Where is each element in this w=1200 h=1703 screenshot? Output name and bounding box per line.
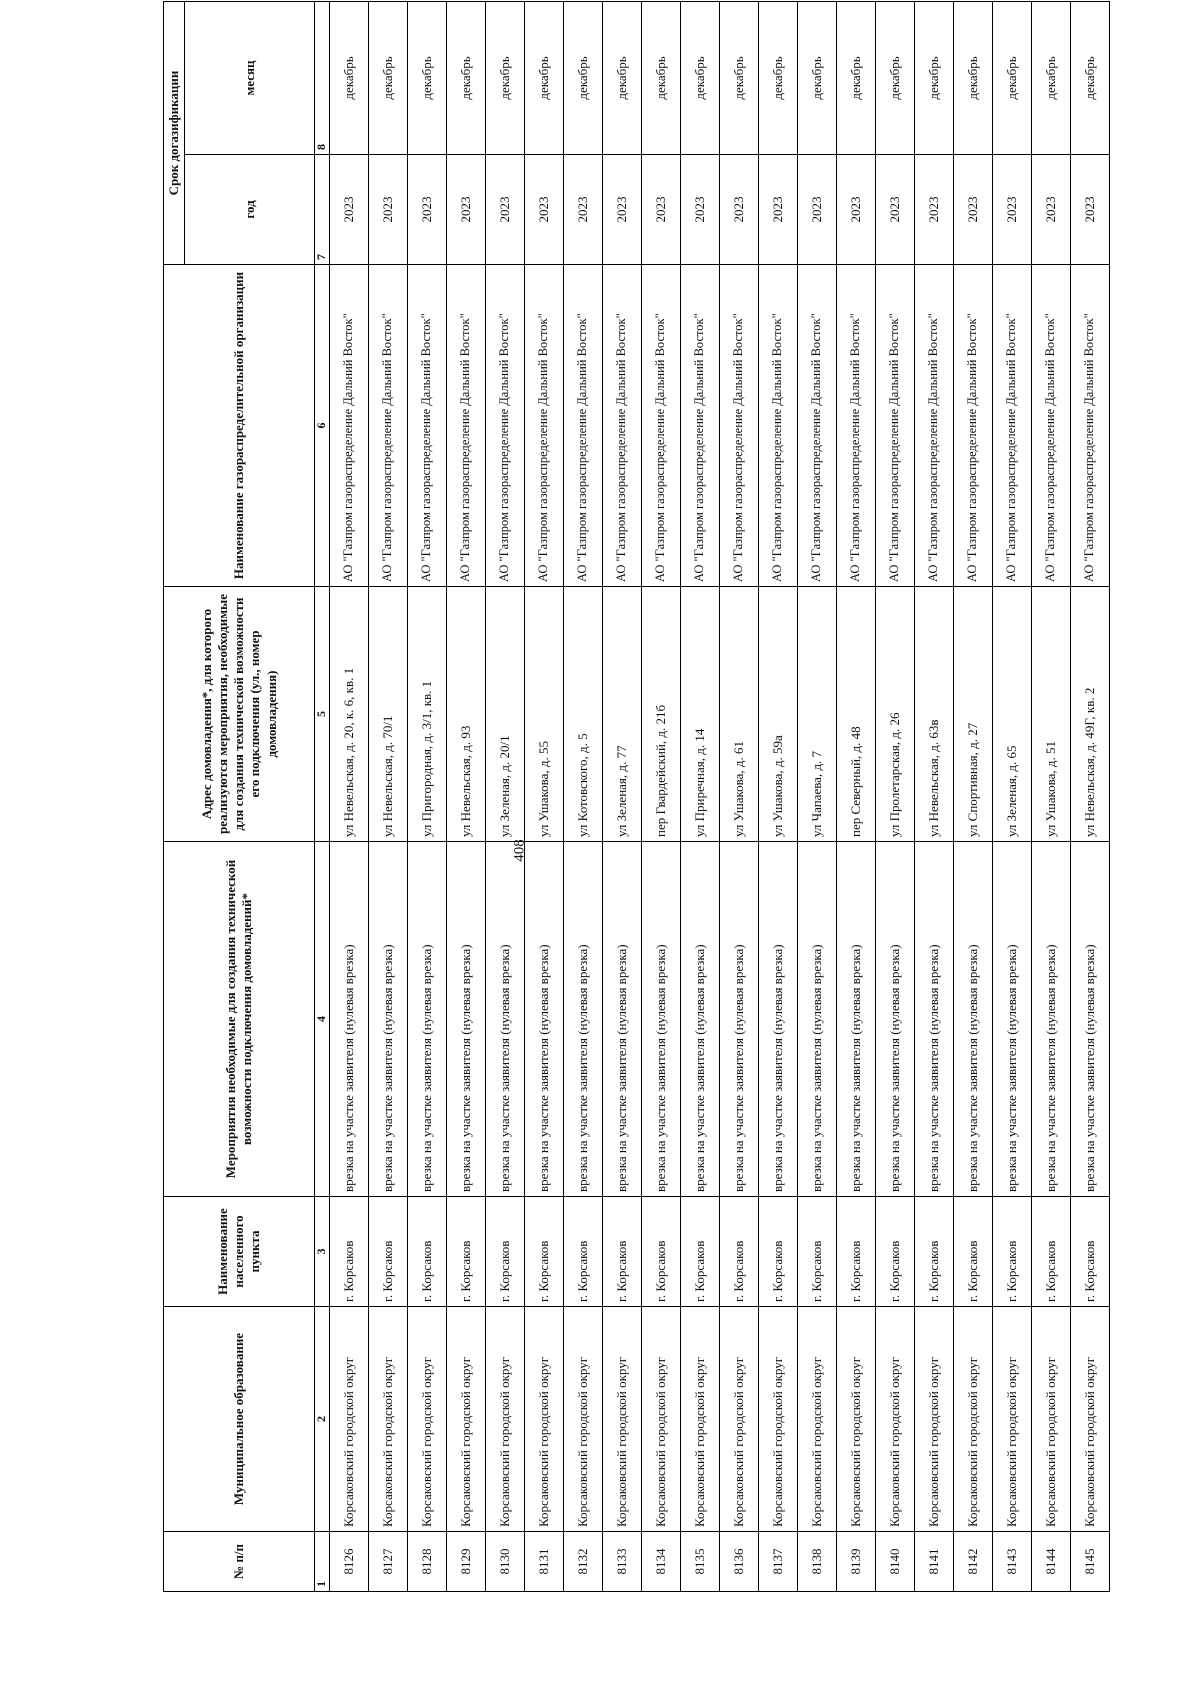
cell-organization: АО "Газпром газораспределение Дальний Восток" <box>915 265 954 587</box>
cell-month: декабрь <box>837 2 876 155</box>
cell-month: декабрь <box>408 2 447 155</box>
cell-municipality: Корсаковский городской округ <box>369 1307 408 1532</box>
cell-address: ул Ушакова, д. 59а <box>759 587 798 842</box>
cell-settlement: г. Корсаков <box>1032 1197 1071 1307</box>
cell-settlement: г. Корсаков <box>837 1197 876 1307</box>
page-number: 408 <box>511 839 528 862</box>
cell-organization: АО "Газпром газораспределение Дальний Восток" <box>603 265 642 587</box>
cell-settlement: г. Корсаков <box>1071 1197 1110 1307</box>
cell-settlement: г. Корсаков <box>603 1197 642 1307</box>
table-row <box>954 2 993 1592</box>
cell-num: 8133 <box>603 1532 642 1592</box>
cell-measures: врезка на участке заявителя (нулевая врезка) <box>564 842 603 1197</box>
cell-address: ул Невельская, д. 49Г, кв. 2 <box>1071 587 1110 842</box>
cell-organization: АО "Газпром газораспределение Дальний Восток" <box>447 265 486 587</box>
cell-settlement: г. Корсаков <box>564 1197 603 1307</box>
header-settlement: Наименование населенного пункта <box>164 1197 315 1307</box>
cell-measures: врезка на участке заявителя (нулевая врезка) <box>954 842 993 1197</box>
header-num: № п/п <box>164 1532 315 1592</box>
cell-year: 2023 <box>720 155 759 265</box>
cell-measures: врезка на участке заявителя (нулевая врезка) <box>798 842 837 1197</box>
cell-address: ул Ушакова, д. 55 <box>525 587 564 842</box>
cell-num: 8143 <box>993 1532 1032 1592</box>
cell-num: 8134 <box>642 1532 681 1592</box>
table-row <box>603 2 642 1592</box>
cell-address: ул Зеленая, д. 20/1 <box>486 587 525 842</box>
cell-year: 2023 <box>837 155 876 265</box>
cell-municipality: Корсаковский городской округ <box>564 1307 603 1532</box>
cell-municipality: Корсаковский городской округ <box>447 1307 486 1532</box>
cell-month: декабрь <box>642 2 681 155</box>
cell-year: 2023 <box>408 155 447 265</box>
rotated-table-container <box>163 2 1097 1592</box>
cell-month: декабрь <box>369 2 408 155</box>
cell-num: 8138 <box>798 1532 837 1592</box>
cell-settlement: г. Корсаков <box>876 1197 915 1307</box>
cell-num: 8144 <box>1032 1532 1071 1592</box>
cell-num: 8142 <box>954 1532 993 1592</box>
header-deadline: Срок догазификации <box>164 2 185 265</box>
header-measures: Мероприятия необходимые для создания технической возможности подключения домовладений* <box>164 842 315 1197</box>
table-row <box>564 2 603 1592</box>
cell-municipality: Корсаковский городской округ <box>525 1307 564 1532</box>
cell-measures: врезка на участке заявителя (нулевая врезка) <box>447 842 486 1197</box>
cell-municipality: Корсаковский городской округ <box>993 1307 1032 1532</box>
cell-measures: врезка на участке заявителя (нулевая врезка) <box>603 842 642 1197</box>
cell-month: декабрь <box>798 2 837 155</box>
cell-month: декабрь <box>486 2 525 155</box>
column-number: 5 <box>315 587 330 842</box>
cell-month: декабрь <box>993 2 1032 155</box>
cell-address: ул Приречная, д. 14 <box>681 587 720 842</box>
cell-settlement: г. Корсаков <box>642 1197 681 1307</box>
cell-address: ул Невельская, д. 20, к. 6, кв. 1 <box>330 587 369 842</box>
cell-address: ул Пригородная, д. 3/1, кв. 1 <box>408 587 447 842</box>
cell-measures: врезка на участке заявителя (нулевая врезка) <box>837 842 876 1197</box>
gasification-table <box>163 1 1110 1592</box>
cell-organization: АО "Газпром газораспределение Дальний Восток" <box>837 265 876 587</box>
cell-settlement: г. Корсаков <box>369 1197 408 1307</box>
cell-organization: АО "Газпром газораспределение Дальний Восток" <box>564 265 603 587</box>
cell-municipality: Корсаковский городской округ <box>642 1307 681 1532</box>
cell-month: декабрь <box>759 2 798 155</box>
cell-month: декабрь <box>447 2 486 155</box>
cell-settlement: г. Корсаков <box>330 1197 369 1307</box>
cell-num: 8135 <box>681 1532 720 1592</box>
cell-year: 2023 <box>759 155 798 265</box>
column-number-row <box>315 2 330 1592</box>
cell-measures: врезка на участке заявителя (нулевая врезка) <box>876 842 915 1197</box>
cell-measures: врезка на участке заявителя (нулевая врезка) <box>408 842 447 1197</box>
cell-year: 2023 <box>876 155 915 265</box>
cell-address: ул Пролетарская, д. 26 <box>876 587 915 842</box>
table-row <box>915 2 954 1592</box>
cell-month: декабрь <box>525 2 564 155</box>
cell-municipality: Корсаковский городской округ <box>1071 1307 1110 1532</box>
cell-address: ул Спортивная, д. 27 <box>954 587 993 842</box>
cell-organization: АО "Газпром газораспределение Дальний Восток" <box>486 265 525 587</box>
cell-municipality: Корсаковский городской округ <box>798 1307 837 1532</box>
cell-num: 8129 <box>447 1532 486 1592</box>
cell-measures: врезка на участке заявителя (нулевая врезка) <box>681 842 720 1197</box>
cell-organization: АО "Газпром газораспределение Дальний Восток" <box>993 265 1032 587</box>
cell-month: декабрь <box>954 2 993 155</box>
cell-organization: АО "Газпром газораспределение Дальний Восток" <box>720 265 759 587</box>
cell-settlement: г. Корсаков <box>993 1197 1032 1307</box>
cell-month: декабрь <box>330 2 369 155</box>
table-row <box>1032 2 1071 1592</box>
table-row <box>486 2 525 1592</box>
cell-num: 8145 <box>1071 1532 1110 1592</box>
table-row <box>993 2 1032 1592</box>
cell-measures: врезка на участке заявителя (нулевая врезка) <box>642 842 681 1197</box>
cell-organization: АО "Газпром газораспределение Дальний Восток" <box>681 265 720 587</box>
table-row <box>681 2 720 1592</box>
cell-address: ул Невельская, д. 63в <box>915 587 954 842</box>
cell-num: 8132 <box>564 1532 603 1592</box>
cell-settlement: г. Корсаков <box>486 1197 525 1307</box>
column-number: 1 <box>315 1532 330 1592</box>
table-row <box>759 2 798 1592</box>
column-number: 6 <box>315 265 330 587</box>
table-row <box>525 2 564 1592</box>
cell-month: декабрь <box>1071 2 1110 155</box>
cell-municipality: Корсаковский городской округ <box>408 1307 447 1532</box>
cell-num: 8131 <box>525 1532 564 1592</box>
cell-organization: АО "Газпром газораспределение Дальний Восток" <box>759 265 798 587</box>
cell-municipality: Корсаковский городской округ <box>330 1307 369 1532</box>
cell-settlement: г. Корсаков <box>525 1197 564 1307</box>
cell-month: декабрь <box>603 2 642 155</box>
cell-year: 2023 <box>642 155 681 265</box>
cell-num: 8128 <box>408 1532 447 1592</box>
cell-month: декабрь <box>681 2 720 155</box>
table-row <box>720 2 759 1592</box>
header-municipality: Муниципальное образование <box>164 1307 315 1532</box>
cell-measures: врезка на участке заявителя (нулевая врезка) <box>759 842 798 1197</box>
cell-year: 2023 <box>798 155 837 265</box>
table-row <box>798 2 837 1592</box>
header-month: месяц <box>185 2 315 155</box>
table-row <box>837 2 876 1592</box>
cell-month: декабрь <box>720 2 759 155</box>
cell-measures: врезка на участке заявителя (нулевая врезка) <box>1071 842 1110 1197</box>
cell-num: 8141 <box>915 1532 954 1592</box>
cell-measures: врезка на участке заявителя (нулевая врезка) <box>330 842 369 1197</box>
cell-settlement: г. Корсаков <box>954 1197 993 1307</box>
header-address: Адрес домовладения*, для которого реализуются мероприятия, необходимые для создания технической возможности его подключения (ул., номер домовладения) <box>164 587 315 842</box>
header-organization: Наименование газораспределительной организации <box>164 265 315 587</box>
cell-settlement: г. Корсаков <box>759 1197 798 1307</box>
cell-month: декабрь <box>1032 2 1071 155</box>
cell-address: пер Северный, д. 48 <box>837 587 876 842</box>
cell-year: 2023 <box>564 155 603 265</box>
cell-year: 2023 <box>681 155 720 265</box>
column-number: 4 <box>315 842 330 1197</box>
cell-num: 8139 <box>837 1532 876 1592</box>
cell-num: 8126 <box>330 1532 369 1592</box>
cell-address: пер Гвардейский, д. 21б <box>642 587 681 842</box>
cell-measures: врезка на участке заявителя (нулевая врезка) <box>369 842 408 1197</box>
column-number: 3 <box>315 1197 330 1307</box>
cell-settlement: г. Корсаков <box>681 1197 720 1307</box>
cell-organization: АО "Газпром газораспределение Дальний Восток" <box>642 265 681 587</box>
cell-year: 2023 <box>1071 155 1110 265</box>
cell-num: 8136 <box>720 1532 759 1592</box>
cell-settlement: г. Корсаков <box>720 1197 759 1307</box>
cell-measures: врезка на участке заявителя (нулевая врезка) <box>993 842 1032 1197</box>
cell-year: 2023 <box>1032 155 1071 265</box>
cell-measures: врезка на участке заявителя (нулевая врезка) <box>525 842 564 1197</box>
table-row <box>330 2 369 1592</box>
cell-year: 2023 <box>603 155 642 265</box>
cell-municipality: Корсаковский городской округ <box>1032 1307 1071 1532</box>
cell-organization: АО "Газпром газораспределение Дальний Восток" <box>954 265 993 587</box>
cell-municipality: Корсаковский городской округ <box>486 1307 525 1532</box>
cell-address: ул Ушакова, д. 51 <box>1032 587 1071 842</box>
column-number: 8 <box>315 2 330 155</box>
cell-month: декабрь <box>876 2 915 155</box>
cell-year: 2023 <box>993 155 1032 265</box>
cell-measures: врезка на участке заявителя (нулевая врезка) <box>1032 842 1071 1197</box>
header-year: год <box>185 155 315 265</box>
cell-address: ул Невельская, д. 93 <box>447 587 486 842</box>
cell-address: ул Ушакова, д. 61 <box>720 587 759 842</box>
cell-year: 2023 <box>330 155 369 265</box>
column-number: 7 <box>315 155 330 265</box>
cell-municipality: Корсаковский городской округ <box>681 1307 720 1532</box>
cell-measures: врезка на участке заявителя (нулевая врезка) <box>915 842 954 1197</box>
cell-organization: АО "Газпром газораспределение Дальний Восток" <box>408 265 447 587</box>
cell-year: 2023 <box>954 155 993 265</box>
cell-year: 2023 <box>486 155 525 265</box>
cell-organization: АО "Газпром газораспределение Дальний Восток" <box>525 265 564 587</box>
cell-address: ул Чапаева, д. 7 <box>798 587 837 842</box>
cell-settlement: г. Корсаков <box>798 1197 837 1307</box>
cell-organization: АО "Газпром газораспределение Дальний Восток" <box>1071 265 1110 587</box>
cell-year: 2023 <box>525 155 564 265</box>
cell-year: 2023 <box>369 155 408 265</box>
cell-settlement: г. Корсаков <box>408 1197 447 1307</box>
cell-year: 2023 <box>915 155 954 265</box>
cell-organization: АО "Газпром газораспределение Дальний Восток" <box>1032 265 1071 587</box>
cell-num: 8137 <box>759 1532 798 1592</box>
cell-organization: АО "Газпром газораспределение Дальний Восток" <box>798 265 837 587</box>
cell-municipality: Корсаковский городской округ <box>603 1307 642 1532</box>
table-row <box>1071 2 1110 1592</box>
cell-settlement: г. Корсаков <box>915 1197 954 1307</box>
cell-address: ул Зеленая, д. 77 <box>603 587 642 842</box>
cell-month: декабрь <box>915 2 954 155</box>
cell-municipality: Корсаковский городской округ <box>915 1307 954 1532</box>
column-number: 2 <box>315 1307 330 1532</box>
cell-measures: врезка на участке заявителя (нулевая врезка) <box>486 842 525 1197</box>
cell-municipality: Корсаковский городской округ <box>720 1307 759 1532</box>
cell-municipality: Корсаковский городской округ <box>759 1307 798 1532</box>
cell-year: 2023 <box>447 155 486 265</box>
cell-settlement: г. Корсаков <box>447 1197 486 1307</box>
cell-measures: врезка на участке заявителя (нулевая врезка) <box>720 842 759 1197</box>
cell-organization: АО "Газпром газораспределение Дальний Восток" <box>330 265 369 587</box>
cell-num: 8127 <box>369 1532 408 1592</box>
table-row <box>408 2 447 1592</box>
cell-num: 8140 <box>876 1532 915 1592</box>
cell-address: ул Невельская, д. 70/1 <box>369 587 408 842</box>
cell-num: 8130 <box>486 1532 525 1592</box>
cell-organization: АО "Газпром газораспределение Дальний Восток" <box>876 265 915 587</box>
table-row <box>642 2 681 1592</box>
cell-municipality: Корсаковский городской округ <box>837 1307 876 1532</box>
cell-municipality: Корсаковский городской округ <box>954 1307 993 1532</box>
table-header <box>164 2 330 1592</box>
table-body <box>330 2 1110 1592</box>
cell-address: ул Зеленая, д. 65 <box>993 587 1032 842</box>
table-row <box>447 2 486 1592</box>
table-row <box>876 2 915 1592</box>
cell-month: декабрь <box>564 2 603 155</box>
cell-municipality: Корсаковский городской округ <box>876 1307 915 1532</box>
cell-address: ул Котовского, д. 5 <box>564 587 603 842</box>
cell-organization: АО "Газпром газораспределение Дальний Восток" <box>369 265 408 587</box>
table-row <box>369 2 408 1592</box>
